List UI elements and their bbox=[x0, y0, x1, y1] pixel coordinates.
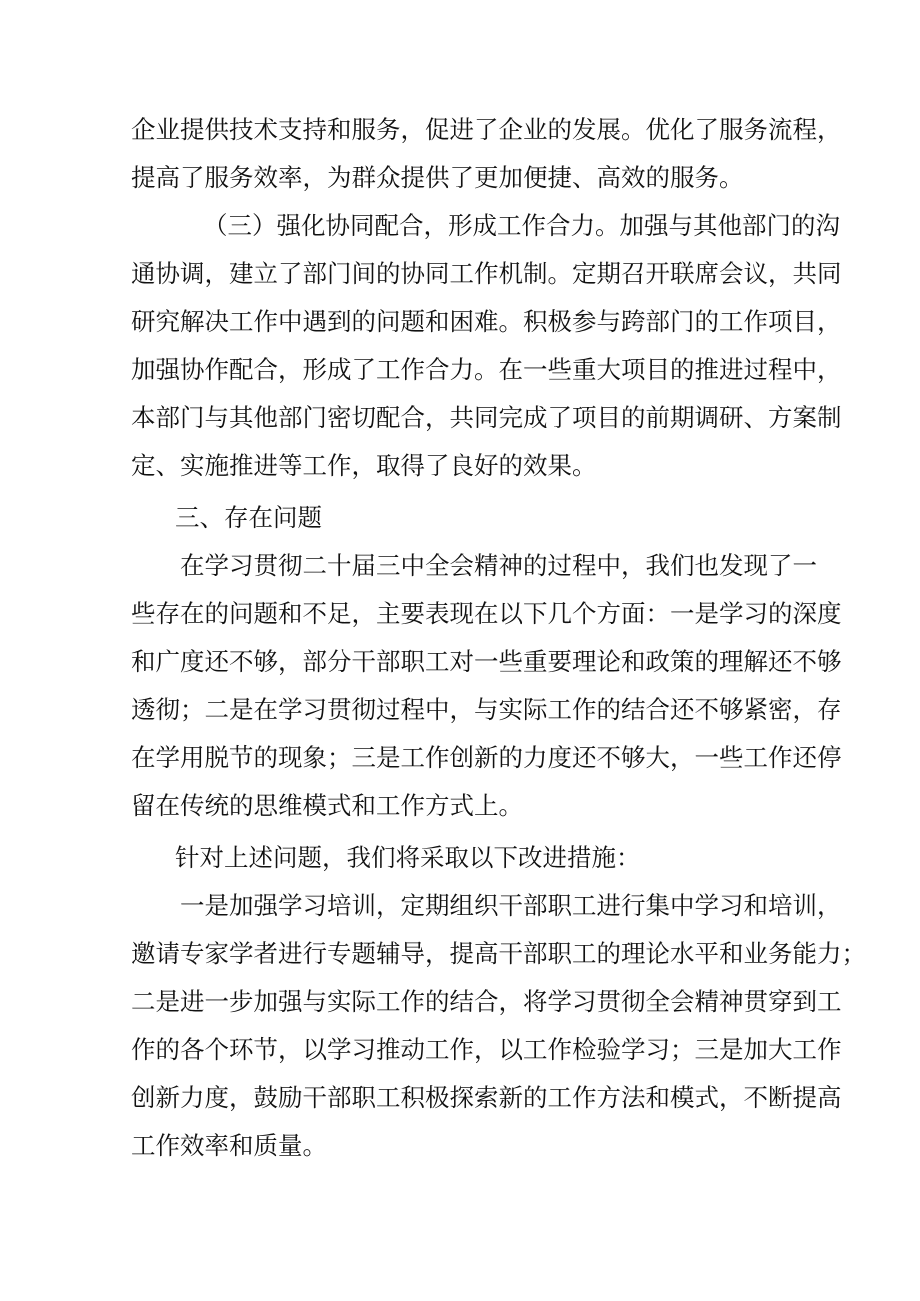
paragraph-line: 创新力度，鼓励干部职工积极探索新的工作方法和模式，不断提高 bbox=[131, 1083, 842, 1112]
paragraph-line: 和广度还不够，部分干部职工对一些重要理论和政策的理解还不够 bbox=[131, 647, 842, 676]
paragraph-line: 提高了服务效率，为群众提供了更加便捷、高效的服务。 bbox=[131, 163, 744, 192]
paragraph-line: 工作效率和质量。 bbox=[131, 1131, 327, 1160]
paragraph-line: 通协调，建立了部门间的协同工作机制。定期召开联席会议，共同 bbox=[131, 259, 842, 288]
paragraph-line: 透彻；二是在学习贯彻过程中，与实际工作的结合还不够紧密，存 bbox=[131, 695, 842, 724]
paragraph-line: 二是进一步加强与实际工作的结合，将学习贯彻全会精神贯穿到工 bbox=[131, 987, 842, 1016]
section-heading: 三、存在问题 bbox=[175, 503, 322, 532]
paragraph-line: 研究解决工作中遇到的问题和困难。积极参与跨部门的工作项目， bbox=[131, 307, 842, 336]
paragraph-line: 针对上述问题，我们将采取以下改进措施： bbox=[175, 843, 641, 872]
paragraph-line: 在学用脱节的现象；三是工作创新的力度还不够大，一些工作还停 bbox=[131, 743, 842, 772]
section-heading-line: （三）强化协同配合，形成工作合力。加强与其他部门的沟 bbox=[203, 211, 840, 240]
paragraph-line: 定、实施推进等工作，取得了良好的效果。 bbox=[131, 451, 597, 480]
paragraph-line: 留在传统的思维模式和工作方式上。 bbox=[131, 791, 523, 820]
paragraph-line: 作的各个环节，以学习推动工作，以工作检验学习；三是加大工作 bbox=[131, 1035, 842, 1064]
paragraph-line: 企业提供技术支持和服务，促进了企业的发展。优化了服务流程， bbox=[131, 115, 842, 144]
paragraph-line: 加强协作配合，形成了工作合力。在一些重大项目的推进过程中， bbox=[131, 355, 842, 384]
paragraph-line: 在学习贯彻二十届三中全会精神的过程中，我们也发现了一 bbox=[180, 551, 817, 580]
paragraph-line: 些存在的问题和不足，主要表现在以下几个方面：一是学习的深度 bbox=[131, 599, 842, 628]
paragraph-line: 邀请专家学者进行专题辅导，提高干部职工的理论水平和业务能力； bbox=[131, 939, 866, 968]
paragraph-line: 一是加强学习培训，定期组织干部职工进行集中学习和培训， bbox=[180, 891, 842, 920]
paragraph-line: 本部门与其他部门密切配合，共同完成了项目的前期调研、方案制 bbox=[131, 403, 842, 432]
